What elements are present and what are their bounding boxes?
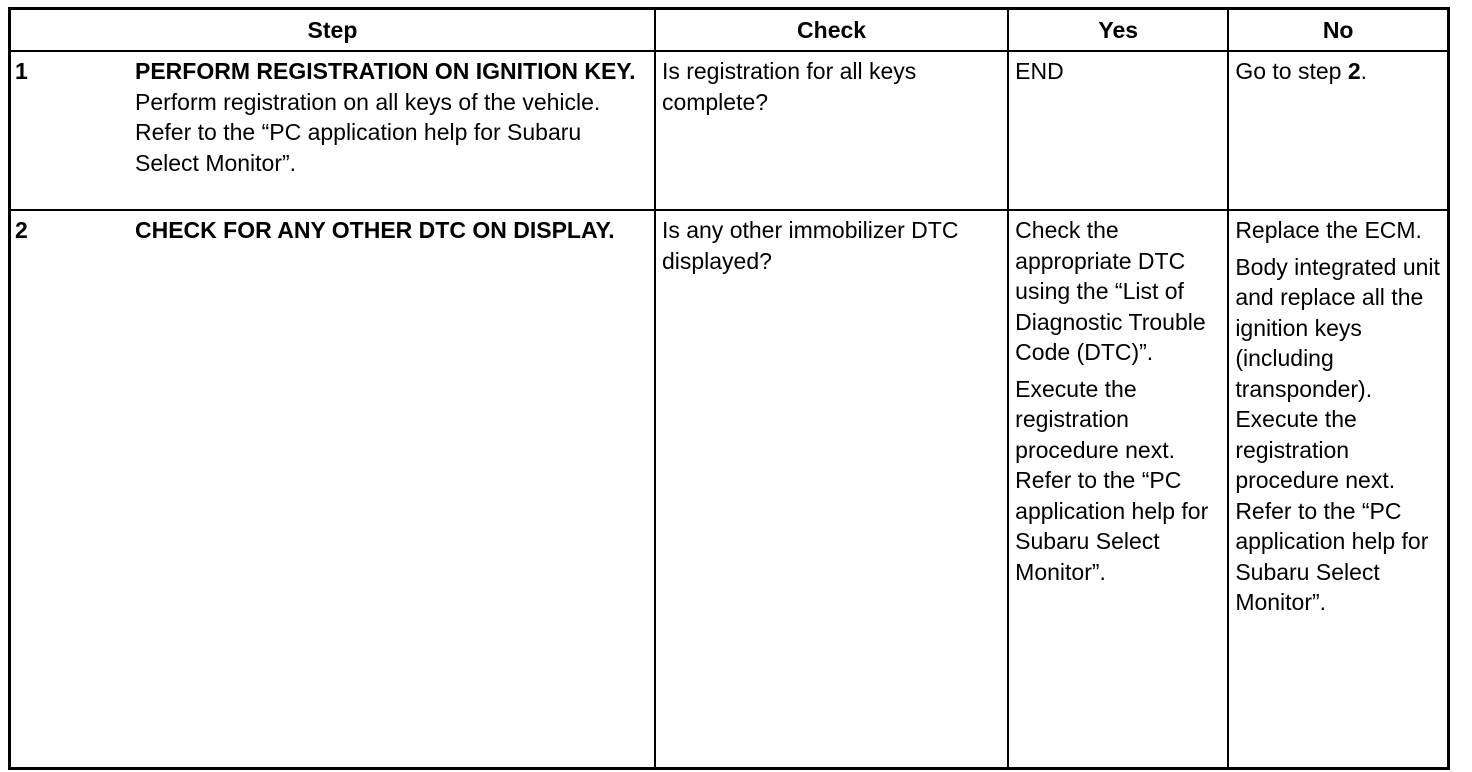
- no-paragraph: Body integrated unit and replace all the ignition keys (including transponder). Execute the registration procedure next. Refer to the “PC application help for Subaru Select Monitor”.: [1235, 253, 1440, 615]
- no-text-suffix: .: [1360, 58, 1368, 84]
- check-cell: [655, 51, 1008, 210]
- check-cell: [655, 210, 1008, 769]
- yes-text: END: [1015, 58, 1064, 84]
- header-yes: Yes: [1008, 9, 1228, 52]
- header-step: Step: [10, 9, 655, 52]
- no-text: [1229, 52, 1447, 87]
- step-number: 1: [15, 58, 28, 84]
- diagnostic-procedure-table: [8, 7, 1450, 770]
- step-number: 2: [15, 217, 28, 243]
- header-no: No: [1228, 9, 1448, 52]
- no-paragraph: Replace the ECM.: [1235, 217, 1422, 243]
- yes-cell: [1008, 210, 1228, 769]
- yes-paragraph: Execute the registration procedure next. Refer to the “PC application help for Subaru Select Monitor”.: [1015, 375, 1209, 585]
- yes-paragraph: Check the appropriate DTC using the “List of Diagnostic Trouble Code (DTC)”.: [1015, 217, 1206, 365]
- table-header-row: [10, 9, 1449, 52]
- step-body: [135, 52, 654, 178]
- yes-cell: [1008, 51, 1228, 210]
- no-step-link: 2: [1347, 58, 1361, 84]
- table-row: [10, 210, 1449, 769]
- step-body: [135, 211, 654, 246]
- step-cell: [10, 210, 655, 769]
- no-cell: [1228, 51, 1448, 210]
- no-text-prefix: Go to step: [1235, 58, 1348, 84]
- check-text: Is any other immobilizer DTC displayed?: [661, 217, 959, 274]
- no-text: [1229, 211, 1447, 618]
- yes-text: [1009, 211, 1227, 587]
- step-title: PERFORM REGISTRATION ON IGNITION KEY.: [135, 58, 636, 84]
- step-title: CHECK FOR ANY OTHER DTC ON DISPLAY.: [135, 217, 615, 243]
- check-text: Is registration for all keys complete?: [661, 58, 917, 115]
- no-cell: [1228, 210, 1448, 769]
- table-row: [10, 51, 1449, 210]
- step-reference: Refer to the “PC application help for Subaru Select Monitor”.: [135, 119, 582, 176]
- step-cell: [10, 51, 655, 210]
- step-instruction: Perform registration on all keys of the vehicle.: [135, 88, 601, 115]
- header-check: Check: [655, 9, 1008, 52]
